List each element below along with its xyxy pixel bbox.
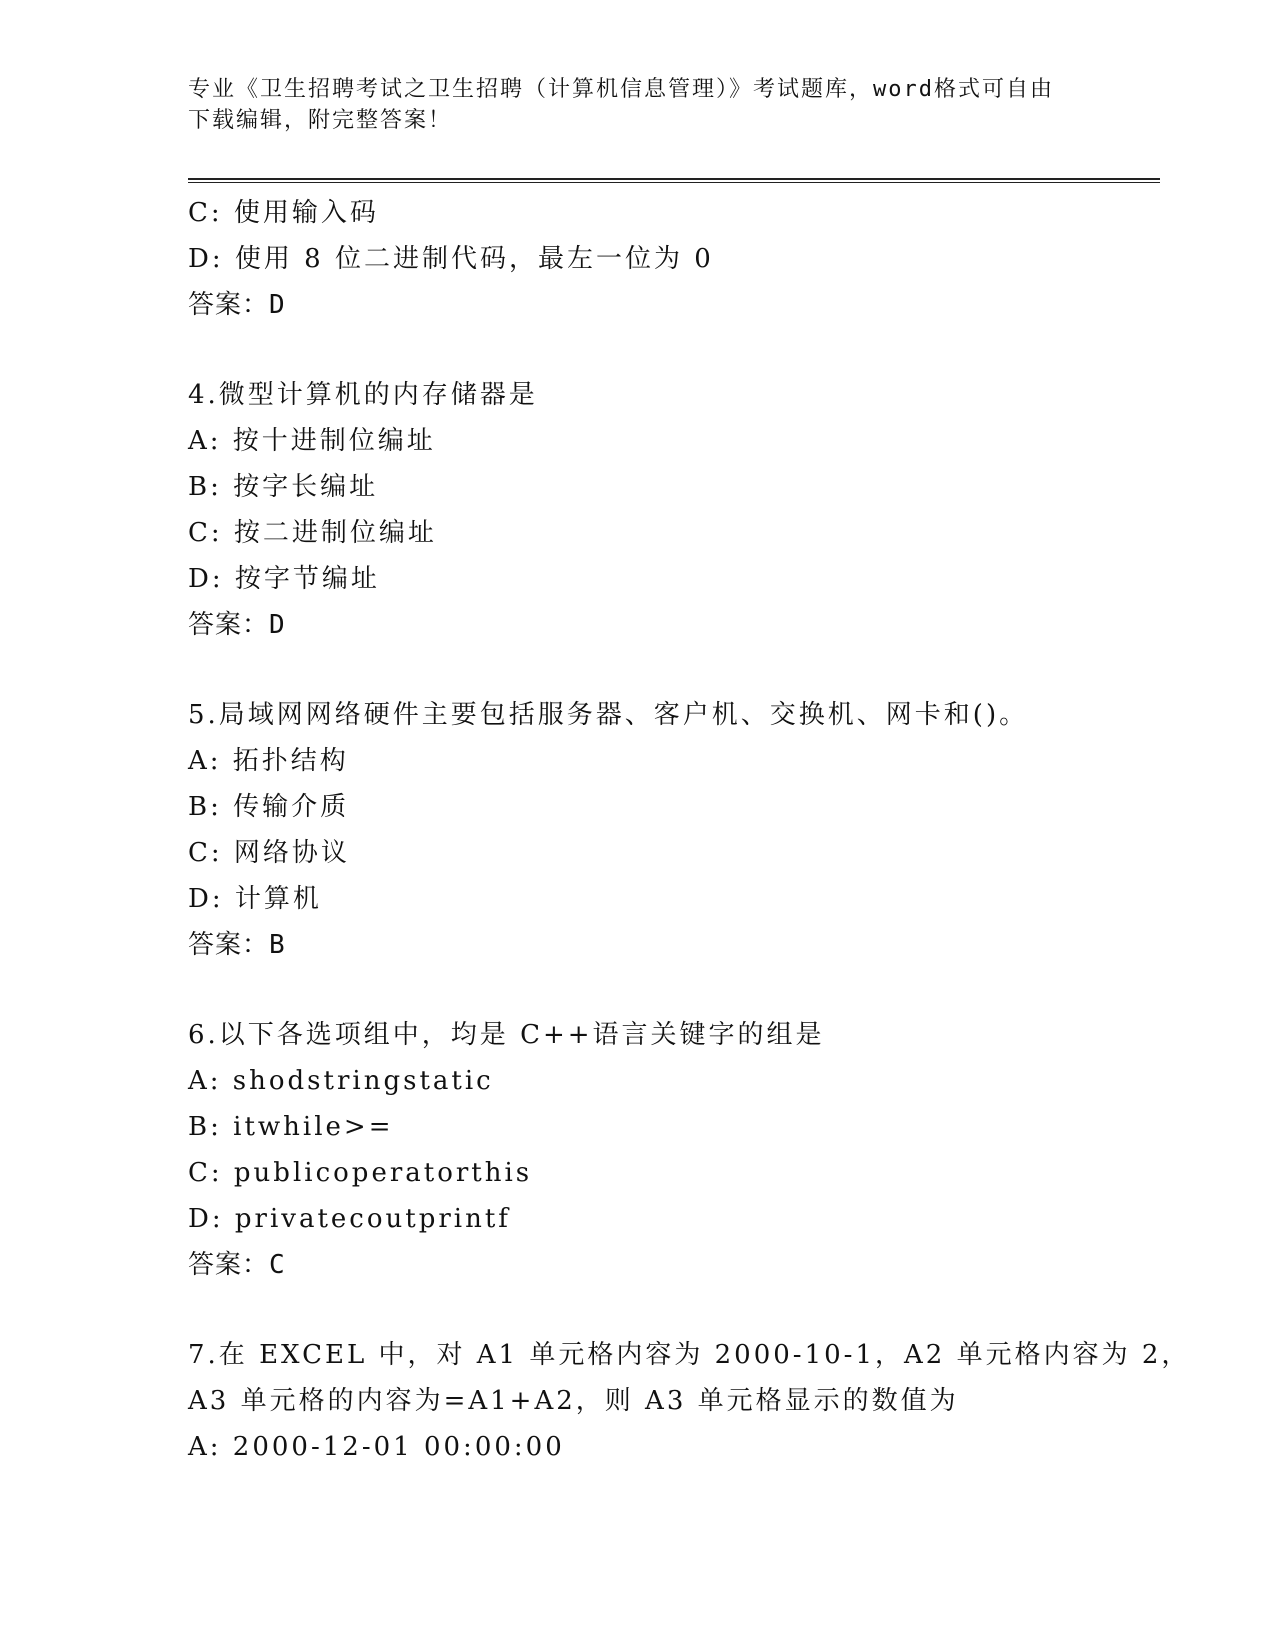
question-text: 6.以下各选项组中，均是 C++语言关键字的组是 — [188, 1020, 825, 1050]
document-header: 专业《卫生招聘考试之卫生招聘（计算机信息管理）》考试题库，word格式可自由下载编辑，附完整答案！ — [188, 77, 1054, 133]
option-b: B: itwhile>= — [188, 1112, 394, 1142]
question-text: 5.局域网网络硬件主要包括服务器、客户机、交换机、网卡和()。 — [188, 700, 1029, 730]
option-c: C: 网络协议 — [188, 838, 350, 868]
spacer — [188, 1288, 1158, 1332]
option-d: D: 按字节编址 — [188, 564, 380, 594]
spacer — [188, 968, 1158, 1012]
header-divider — [188, 178, 1160, 183]
question-block-4 — [188, 372, 1158, 648]
question-block-7 — [188, 1332, 1191, 1470]
option-a: A: 拓扑结构 — [188, 746, 349, 776]
question-block-5 — [188, 692, 1158, 968]
option-d: D: 使用 8 位二进制代码，最左一位为 0 — [188, 244, 714, 274]
spacer — [188, 648, 1158, 692]
option-a: A: 2000-12-01 00:00:00 — [188, 1432, 565, 1462]
question-text-line-1: 7.在 EXCEL 中，对 A1 单元格内容为 2000-10-1，A2 单元格内容为 2， — [188, 1340, 1191, 1370]
option-c: C: 按二进制位编址 — [188, 518, 437, 548]
answer-line: 答案：D — [188, 610, 286, 640]
option-d: D: privatecoutprintf — [188, 1204, 511, 1234]
question-text: 4.微型计算机的内存储器是 — [188, 380, 538, 410]
option-a: A: shodstringstatic — [188, 1066, 494, 1096]
option-c: C: publicoperatorthis — [188, 1158, 533, 1188]
question-list — [188, 190, 1191, 1470]
spacer — [188, 328, 1158, 372]
option-d: D: 计算机 — [188, 884, 322, 914]
option-b: B: 传输介质 — [188, 792, 350, 822]
answer-line: 答案：B — [188, 930, 286, 960]
answer-line: 答案：C — [188, 1250, 286, 1280]
question-block-6 — [188, 1012, 1158, 1288]
option-c: C: 使用输入码 — [188, 198, 379, 228]
question-text-line-2: A3 单元格的内容为=A1+A2，则 A3 单元格显示的数值为 — [188, 1386, 959, 1416]
question-block-3 — [188, 190, 1158, 328]
answer-line: 答案：D — [188, 290, 286, 320]
option-a: A: 按十进制位编址 — [188, 426, 436, 456]
option-b: B: 按字长编址 — [188, 472, 379, 502]
